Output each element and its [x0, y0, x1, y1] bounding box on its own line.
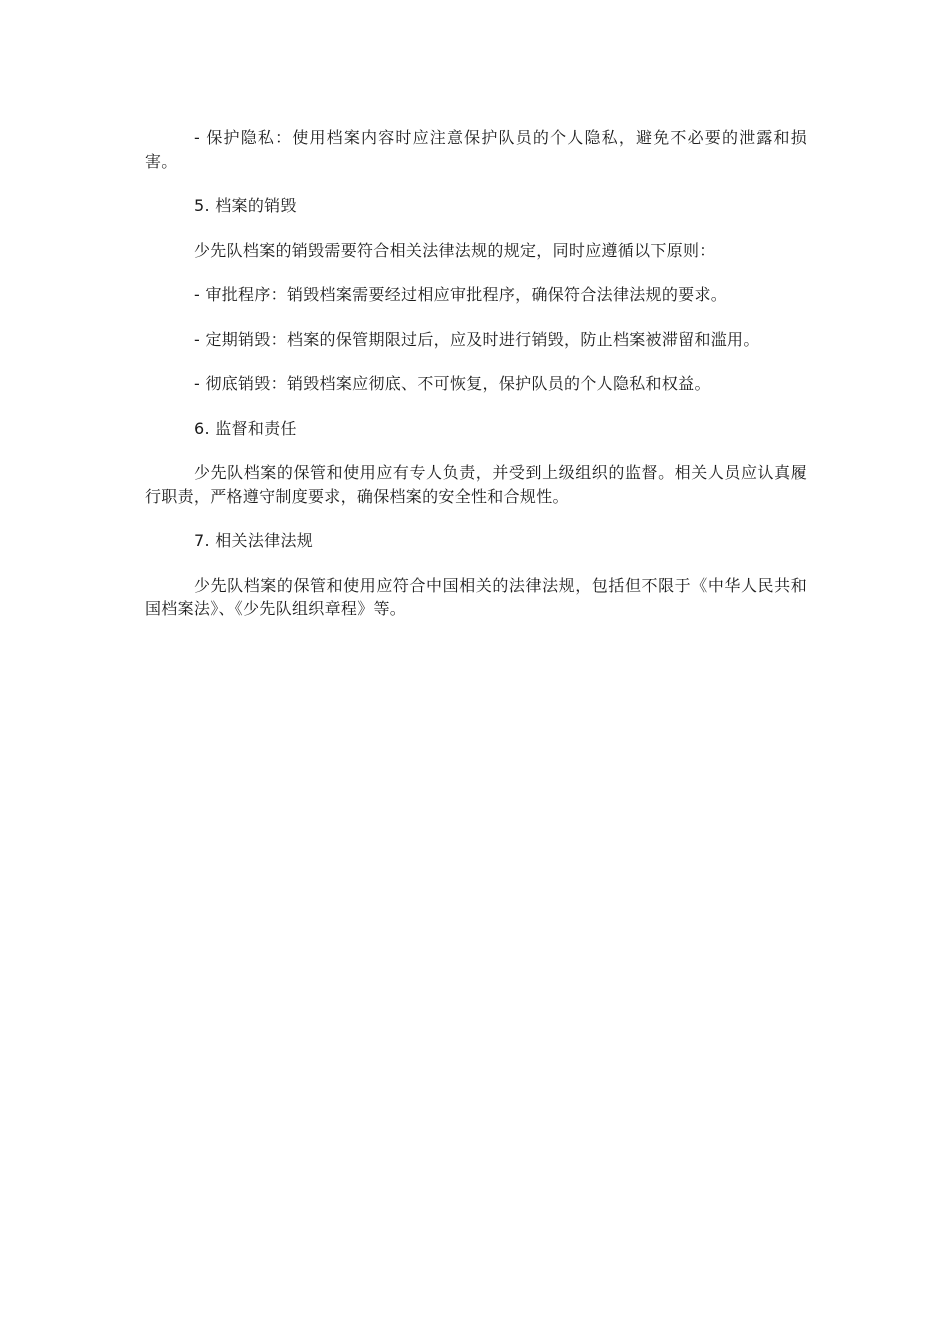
bullet-protect-privacy: - 保护隐私：使用档案内容时应注意保护队员的个人隐私，避免不必要的泄露和损害。	[145, 128, 807, 171]
section-6-body: 少先队档案的保管和使用应有专人负责，并受到上级组织的监督。相关人员应认真履行职责，严格遵守制度要求，确保档案的安全性和合规性。	[145, 463, 807, 506]
section-5-heading: 5. 档案的销毁	[194, 196, 297, 215]
document-body	[145, 126, 807, 642]
section-7-body: 少先队档案的保管和使用应符合中国相关的法律法规，包括但不限于《中华人民共和国档案法》、《少先队组织章程》等。	[145, 575, 807, 618]
bullet-periodic-destruction: - 定期销毁：档案的保管期限过后，应及时进行销毁，防止档案被滞留和滥用。	[194, 329, 760, 349]
section-6-heading: 6. 监督和责任	[194, 418, 297, 438]
section-5-intro: 少先队档案的销毁需要符合相关法律法规的规定，同时应遵循以下原则：	[194, 240, 716, 260]
bullet-thorough-destruction: - 彻底销毁：销毁档案应彻底、不可恢复，保护队员的个人隐私和权益。	[194, 374, 711, 393]
bullet-approval-procedure: - 审批程序：销毁档案需要经过相应审批程序，确保符合法律法规的要求。	[194, 285, 728, 304]
section-7-heading: 7. 相关法律法规	[194, 531, 314, 550]
